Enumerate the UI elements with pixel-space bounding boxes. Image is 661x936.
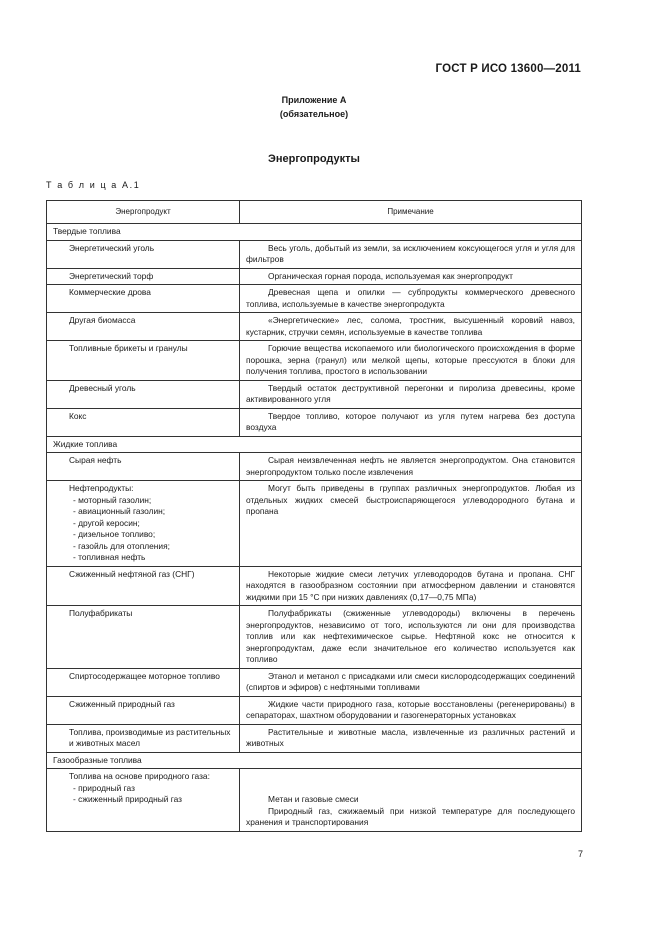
table-row	[47, 408, 582, 436]
table-row	[47, 566, 582, 606]
table-header-row	[47, 201, 582, 224]
product-note: Могут быть приведены в группах различных энергопродуктов. Любая из отдельных жидких смесей быстроиспаряющегося углеводородного бутана и пропана	[240, 481, 582, 567]
group-label-gas: Газообразные топлива	[47, 752, 582, 769]
table-row	[47, 481, 582, 567]
product-name: Энергетический торф	[47, 268, 240, 285]
product-name	[47, 481, 240, 567]
energy-products-table	[46, 200, 582, 832]
product-name: Сжиженный нефтяной газ (СНГ)	[47, 566, 240, 606]
table-row	[47, 696, 582, 724]
table-row	[47, 668, 582, 696]
table-row	[47, 341, 582, 381]
annex-title: Приложение А	[281, 95, 347, 105]
product-name: Древесный уголь	[47, 380, 240, 408]
sub-item: - природный газ	[73, 782, 135, 793]
sub-item: - топливная нефть	[73, 552, 146, 562]
product-name: Кокс	[47, 408, 240, 436]
product-note: Древесная щепа и опилки — субпродукты коммерческого древесного топлива, используемые в качестве энергопродукта	[240, 285, 582, 313]
table-row	[47, 380, 582, 408]
sub-item: - газойль для отопления;	[73, 540, 170, 551]
table-row	[47, 313, 582, 341]
group-row	[47, 752, 582, 769]
sub-item: - авиационный газолин;	[73, 506, 166, 516]
table-caption: Т а б л и ц а А.1	[46, 180, 141, 190]
sub-item: - моторный газолин;	[73, 494, 152, 505]
table-row	[47, 268, 582, 285]
product-name: Энергетический уголь	[47, 240, 240, 268]
column-header-note: Примечание	[240, 201, 582, 224]
product-note: Сырая неизвлеченная нефть не является энергопродуктом. Она становится энергопродуктом только после извлечения	[240, 453, 582, 481]
annex-heading	[0, 93, 628, 121]
sub-item: - дизельное топливо;	[73, 529, 156, 539]
product-note: Этанол и метанол с присадками или смеси кислородсодержащих соединений (спиртов и эфиров) с нефтяными топливами	[240, 668, 582, 696]
product-name: Спиртосодержащее моторное топливо	[47, 668, 240, 696]
table-row	[47, 769, 582, 832]
product-name: Полуфабрикаты	[47, 606, 240, 669]
product-note: Весь уголь, добытый из земли, за исключением коксующегося угля и угля для фильтров	[240, 240, 582, 268]
product-note: Растительные и животные масла, извлеченные из различных растений и животных	[240, 724, 582, 752]
product-note: Полуфабрикаты (сжиженные углеводороды) включены в перечень энергопродуктов, независимо от того, используются ли они для производства топлив или как нефтехимическое сырье. Нефтяной кокс не относится к энергопродуктам, даже если значительное его количество используется как топливо	[240, 606, 582, 669]
group-row	[47, 224, 582, 241]
product-note: Органическая горная порода, используемая как энергопродукт	[240, 268, 582, 285]
product-name: Другая биомасса	[47, 313, 240, 341]
document-id: ГОСТ Р ИСО 13600—2011	[435, 63, 581, 75]
product-note: Твердый остаток деструктивной перегонки и пиролиза древесины, кроме активированного угля	[240, 380, 582, 408]
product-name: Сырая нефть	[47, 453, 240, 481]
product-group-label: Нефтепродукты:	[69, 483, 134, 493]
table-row	[47, 240, 582, 268]
product-name: Топлива, производимые из растительных и животных масел	[47, 724, 240, 752]
product-name: Коммерческие дрова	[47, 285, 240, 313]
product-note	[240, 769, 582, 832]
product-name: Сжиженный природный газ	[47, 696, 240, 724]
note-line: Метан и газовые смеси	[268, 794, 359, 804]
product-group-label: Топлива на основе природного газа:	[69, 771, 210, 781]
group-label-solid: Твердые топлива	[47, 224, 582, 241]
sub-item: - сжиженный природный газ	[73, 794, 183, 804]
product-note: Жидкие части природного газа, которые восстановлены (регенерированы) в сепараторах, шахтном оборудовании и газогенераторных установках	[240, 696, 582, 724]
product-name: Топливные брикеты и гранулы	[47, 341, 240, 381]
note-line: Природный газ, сжижаемый при низкой температуре для последующего хранения и транспортирования	[246, 805, 575, 827]
table-row	[47, 724, 582, 752]
product-note: Горючие вещества ископаемого или биологического происхождения в форме порошка, зерна (гранул) или мелкой щепы, которые прессуются в блоки для получения топлива, простого в использовании	[240, 341, 582, 381]
product-note: Некоторые жидкие смеси летучих углеводородов бутана и пропана. СНГ находятся в газообразном состоянии при атмосферном давлении и становятся жидкими при 15 °С при низких давлениях (0,17—0,75 МПа)	[240, 566, 582, 606]
product-note: «Энергетические» лес, солома, тростник, высушенный коровий навоз, кустарник, стручки семян, используемые в качестве топлива	[240, 313, 582, 341]
column-header-product: Энергопродукт	[47, 201, 240, 224]
group-label-liquid: Жидкие топлива	[47, 436, 582, 453]
page-number: 7	[578, 849, 584, 859]
group-row	[47, 436, 582, 453]
table-row	[47, 453, 582, 481]
page-title: Энергопродукты	[268, 153, 360, 165]
product-note: Твердое топливо, которое получают из угля путем нагрева без доступа воздуха	[240, 408, 582, 436]
table-row	[47, 285, 582, 313]
sub-item: - другой керосин;	[73, 517, 140, 528]
product-name	[47, 769, 240, 832]
annex-status: (обязательное)	[279, 109, 349, 119]
table-row	[47, 606, 582, 669]
